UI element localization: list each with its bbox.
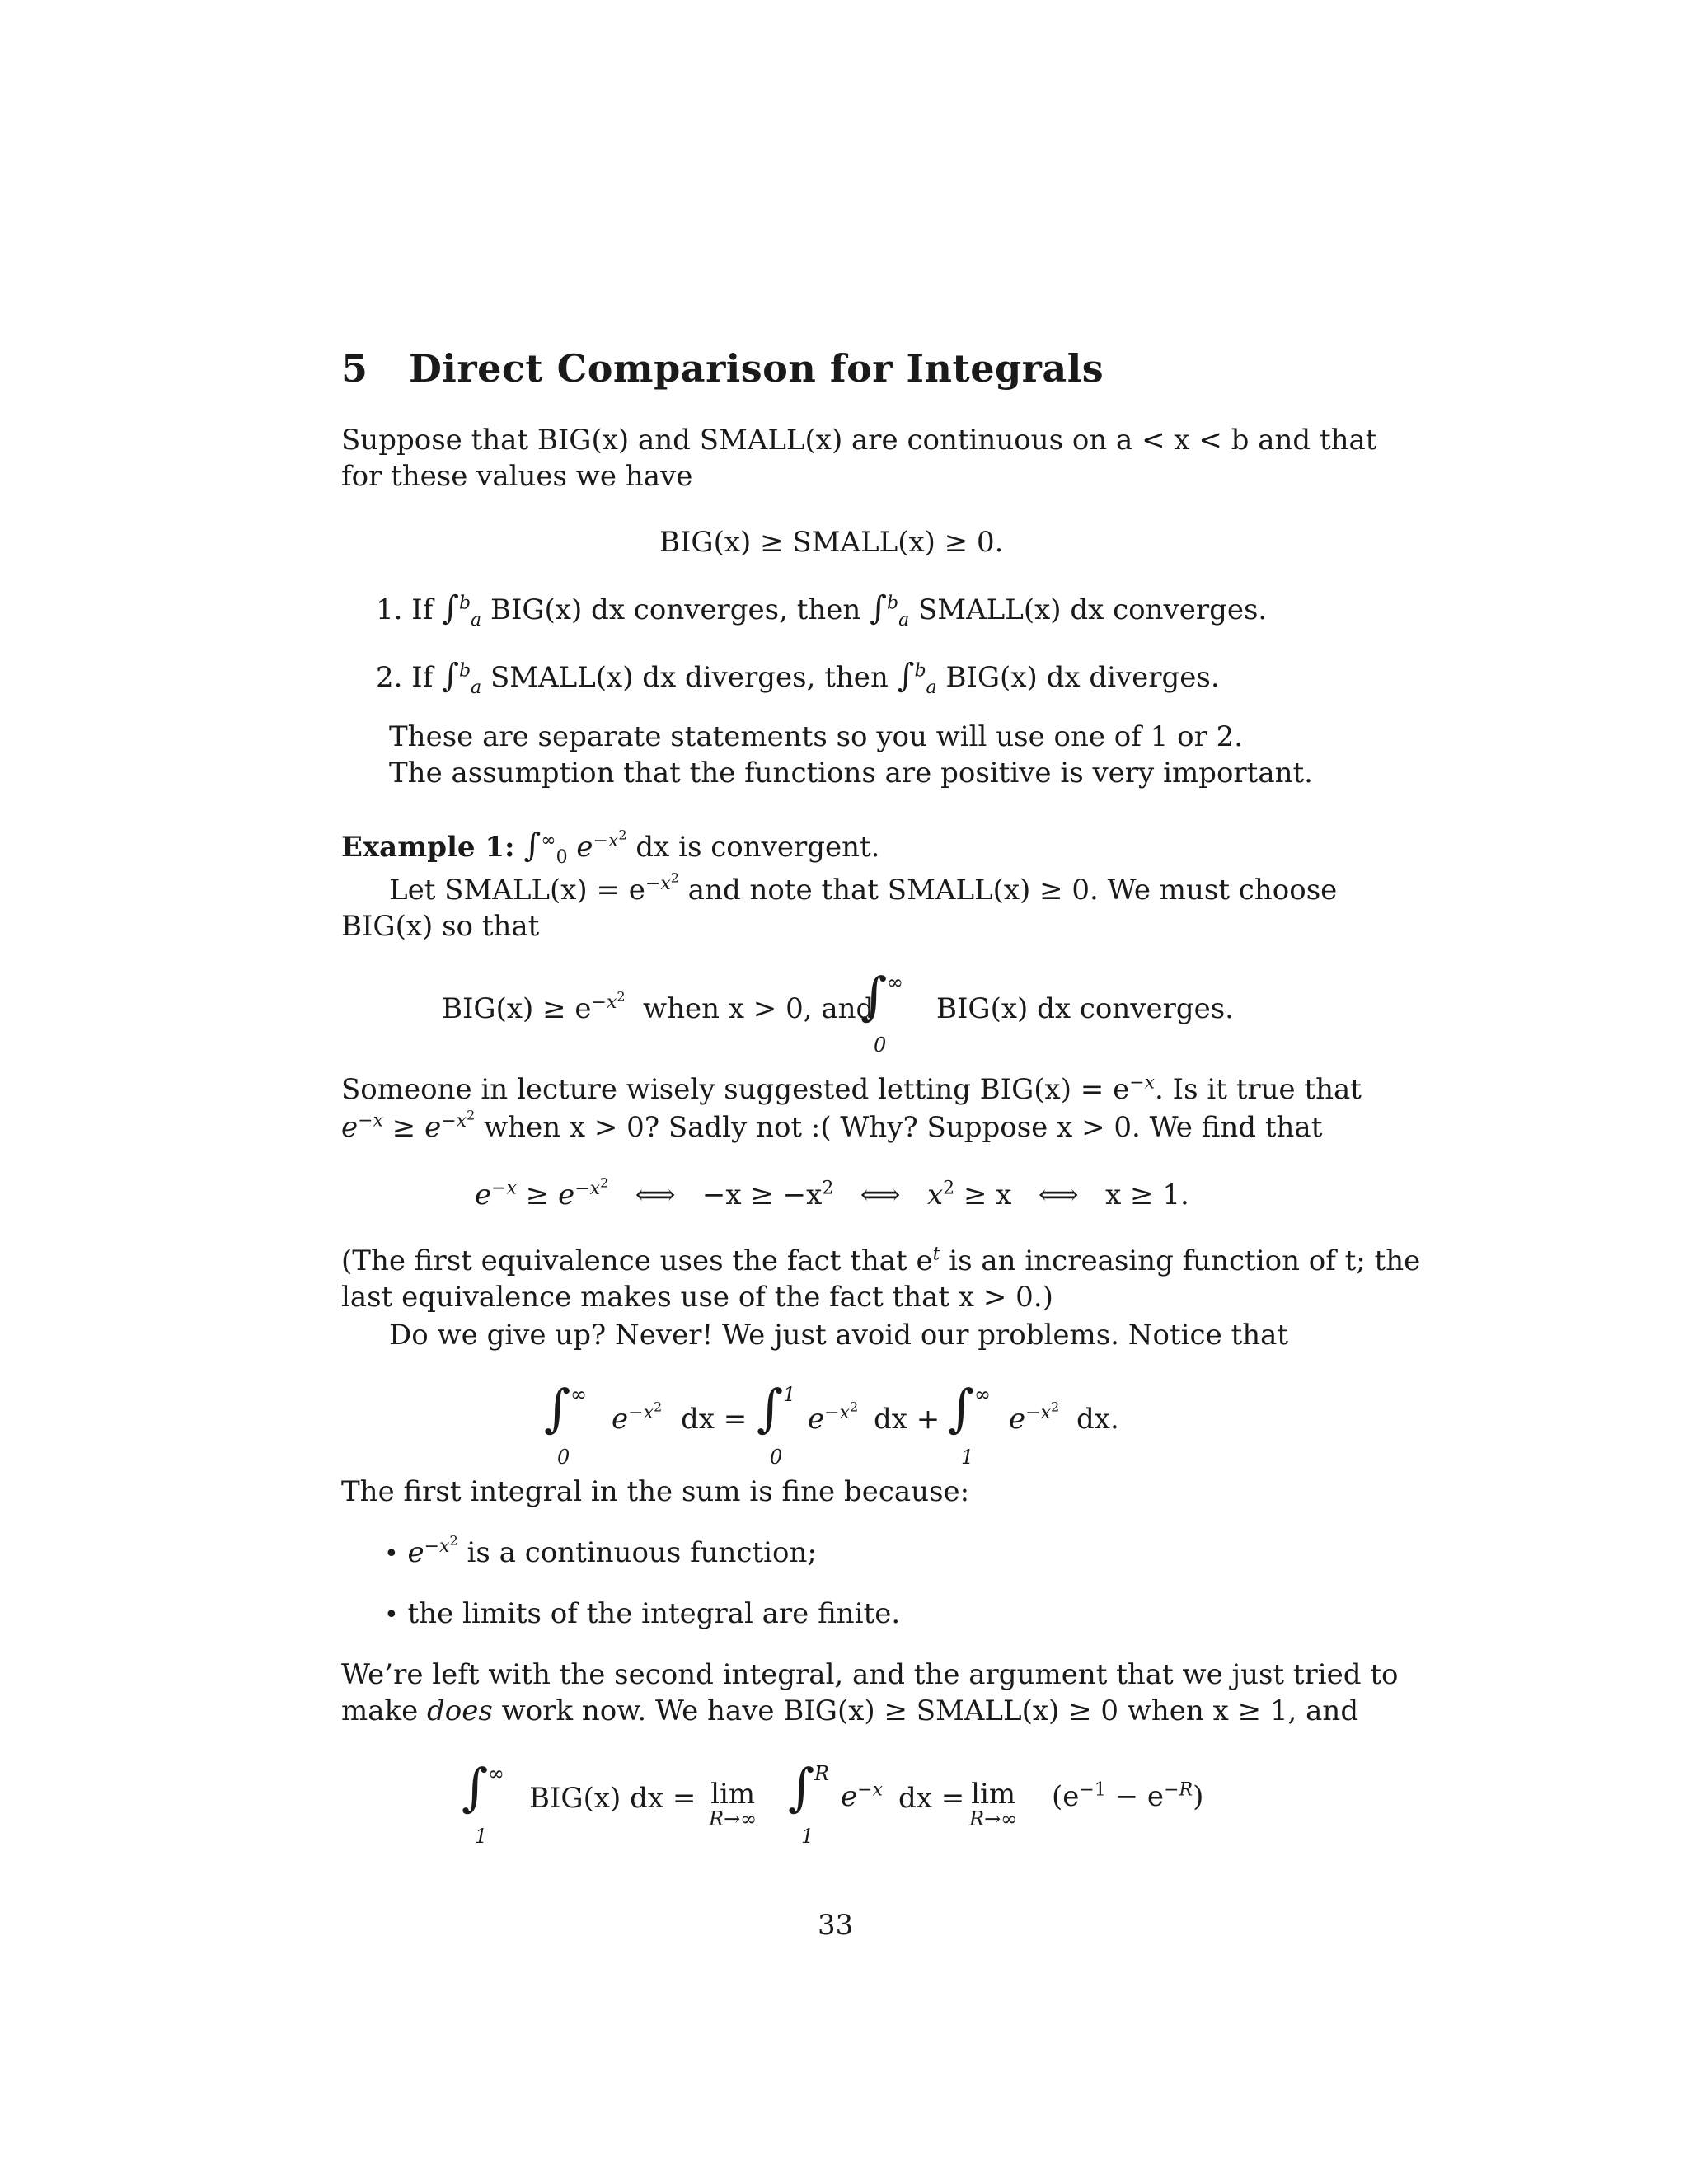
bullet-item-2: • the limits of the integral are finite. — [384, 1597, 901, 1630]
section-title: Direct Comparison for Integrals — [409, 346, 1104, 391]
display-condition: $BIG(x) \ge e^{-x^2}$ when x > 0, and ∫ ∞ 0 BIG(x) dx converges. — [442, 966, 1234, 1057]
list-item-text: If — [411, 661, 434, 694]
list-item-text: If — [411, 593, 434, 626]
integral-sign-icon: ∫ — [948, 1378, 975, 1438]
list-item-text: SMALL(x) dx converges. — [918, 593, 1268, 626]
list-item-1: 1. If ∫$^b_a$ BIG(x) dx converges, then ∫$^b_a$ SMALL(x) dx converges. — [376, 589, 1268, 630]
para3-line-3: Do we give up? Never! We just avoid our problems. Notice that — [389, 1319, 1289, 1352]
integral-sign-icon: ∫ — [462, 1757, 489, 1817]
list-item-number: 2. — [376, 661, 403, 694]
intro-line-1: Suppose that BIG(x) and SMALL(x) are continuous on a < x < b and that — [341, 424, 1377, 457]
page-number: 33 — [818, 1909, 854, 1942]
display-inequality: BIG(x) ≥ SMALL(x) ≥ 0. — [659, 526, 1004, 559]
list-item-text: SMALL(x) dx diverges, then — [490, 661, 889, 694]
example-label: Example 1 — [341, 831, 505, 864]
integral-sign-icon: ∫ — [523, 827, 542, 865]
integral-sign-icon: ∫ — [860, 966, 888, 1026]
para5-line-1: We’re left with the second integral, and the argument that we just tried to — [341, 1658, 1399, 1691]
para3-line-2: last equivalence makes use of the fact that x > 0.) — [341, 1281, 1053, 1314]
display-limit: ∫ ∞ 1 BIG(x) dx = lim R→∞ ∫ R 1 $e^{-x}$ dx = lim R→∞ $(e^{-1} - e^{-R})$ — [462, 1757, 1204, 1848]
note-line-2: The assumption that the functions are positive is very important. — [389, 757, 1313, 790]
example-statement: dx is convergent. — [635, 831, 880, 864]
example-line-2: Let SMALL(x) = $e^{-x^2}$ and note that SMALL(x) ≥ 0. We must choose — [389, 869, 1338, 907]
integral-sign-icon: ∫ — [870, 589, 887, 627]
integral-sign-icon: ∫ — [442, 589, 459, 627]
equivalence-arrow-icon: ⟺ — [1038, 1179, 1079, 1212]
para2-line-1: Someone in lecture wisely suggested letting $BIG(x) = e^{-x}$. Is it true that — [341, 1072, 1362, 1106]
para4: The first integral in the sum is fine because: — [341, 1475, 970, 1508]
example-heading: Example 1: $\int^\infty_0$ $e^{-x^2}$ dx is convergent. — [341, 827, 880, 868]
note-line-1: These are separate statements so you will use one of 1 or 2. — [389, 720, 1244, 753]
para3-line-1: (The first equivalence uses the fact that $e^t$ is an increasing function of t; the — [341, 1244, 1421, 1277]
list-item-text: BIG(x) dx converges, then — [490, 593, 861, 626]
bullet-icon: • — [384, 1540, 399, 1568]
display-split-integral: ∫ ∞ 0 $e^{-x^2}$ dx = ∫ 1 0 $e^{-x^2}$ dx + ∫ ∞ 1 $e^{-x^2}$ dx. — [544, 1378, 1119, 1469]
integral-sign-icon: ∫ — [788, 1757, 815, 1817]
integral-sign-icon: ∫ — [757, 1378, 784, 1438]
section-number: 5 — [341, 346, 368, 391]
section-heading — [341, 346, 1104, 391]
example-line-3: BIG(x) so that — [341, 910, 540, 943]
integral-sign-icon: ∫ — [897, 657, 915, 695]
list-item-text: BIG(x) dx diverges. — [945, 661, 1220, 694]
equivalence-arrow-icon: ⟺ — [860, 1179, 901, 1212]
bullet-icon: • — [384, 1601, 399, 1629]
equivalence-arrow-icon: ⟺ — [635, 1179, 676, 1212]
para2-line-2: $e^{-x} \ge e^{-x^2}$ when x > 0? Sadly not :( Why? Suppose x > 0. We find that — [341, 1107, 1323, 1144]
integral-sign-icon: ∫ — [442, 657, 459, 695]
para5-line-2: make does work now. We have BIG(x) ≥ SMALL(x) ≥ 0 when x ≥ 1, and — [341, 1694, 1359, 1727]
list-item-2: 2. If ∫$^b_a$ SMALL(x) dx diverges, then ∫$^b_a$ BIG(x) dx diverges. — [376, 657, 1220, 698]
intro-line-2: for these values we have — [341, 460, 693, 493]
display-equivalences: $e^{-x} \ge e^{-x^2}$ ⟺ $-x \ge -x^2$ ⟺ $x^2 \ge x$ ⟺ x ≥ 1. — [475, 1174, 1189, 1212]
list-item-number: 1. — [376, 593, 403, 626]
bullet-item-1: • $e^{-x^2}$ is a continuous function; — [384, 1532, 817, 1569]
integral-sign-icon: ∫ — [544, 1378, 571, 1438]
